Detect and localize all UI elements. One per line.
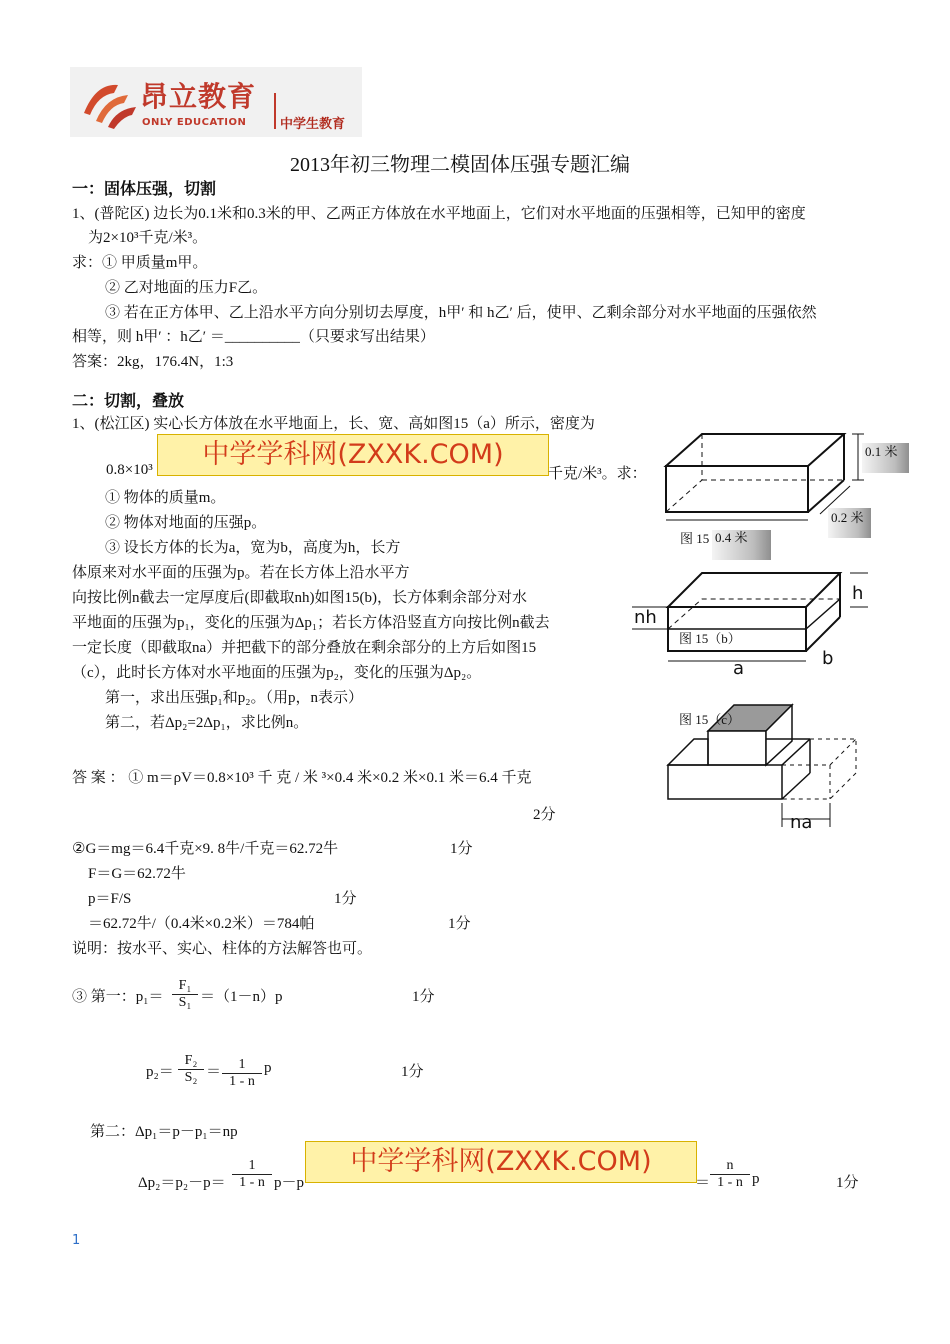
dp2-equals: ＝ (695, 1175, 711, 1191)
s2-sub3-line4: 平地面的压强为p₁，变化的压强为Δp₁；若长方体沿竖直方向按比例n截去 (72, 615, 550, 631)
fig15a-caption: 图 15 (680, 531, 710, 546)
s2-part-a: 第一，求出压强p₁和p₂。（用p，n表示） (105, 690, 363, 706)
s2-sub3-line1: ③ 设长方体的长为a，宽为b，高度为h，长方 (105, 540, 401, 556)
s1-ask3-line1: ③ 若在正方体甲、乙上沿水平方向分别切去厚度，h甲′ 和 h乙′ 后，使甲、乙剩余部分对水平地面的压强依然 (105, 305, 817, 321)
p1-numerator: F₁ (178, 978, 192, 993)
page-title: 2013年初三物理二模固体压强专题汇编 (290, 154, 630, 176)
dp2-fraction-2 (710, 1158, 750, 1191)
p2-fraction-1 (178, 1053, 204, 1086)
fig15b-nh-label: nh (634, 607, 657, 628)
s2-question-line2b: 千克/米³。求： (548, 466, 647, 482)
logo-brand: 昂立教育 (140, 80, 257, 113)
dp2-mid: p－p (274, 1175, 305, 1191)
answer-line2-score: 1分 (450, 841, 473, 857)
p2-denominator-2: 1 - n (222, 1073, 262, 1090)
p1-prefix: ③ 第一：p₁＝ (72, 989, 164, 1005)
s1-question-line2: 为2×10³千克/米³。 (88, 230, 208, 246)
section2-heading: 二：切割，叠放 (72, 391, 185, 410)
p1-score: 1分 (412, 989, 435, 1005)
dp2-numerator: 1 (248, 1158, 256, 1173)
s2-part-b: 第二，若Δp₂=2Δp₁，求比例n。 (105, 715, 309, 731)
fig15a-width-label: 0.2 米 (828, 508, 871, 538)
answer-line4-score: 1分 (334, 891, 357, 907)
s1-ask2: ② 乙对地面的压力F乙。 (105, 280, 268, 296)
p2-numerator: F₂ (184, 1053, 198, 1068)
watermark-banner-2: 中学学科网(ZXXK.COM) (305, 1141, 697, 1183)
logo-right-text: 中学生教育 (280, 117, 346, 132)
fig15b-a-label: a (733, 658, 745, 679)
s1-ask3-line2: 相等，则 h甲′ ：h乙′ ＝__________（只要求写出结果） (72, 329, 435, 345)
s1-answer: 答案：2kg，176.4N，1:3 (72, 354, 234, 370)
logo-mark-icon (76, 73, 140, 133)
answer-line2: ②G＝mg＝6.4千克×9. 8牛/千克＝62.72牛 (72, 841, 339, 857)
p2-prefix: p₂＝ (146, 1064, 174, 1080)
p2-score: 1分 (401, 1064, 424, 1080)
answer-note: 说明：按水平、实心、柱体的方法解答也可。 (72, 941, 373, 957)
p2-equals: ＝ (206, 1064, 222, 1080)
p2-denominator: S₂ (178, 1069, 204, 1086)
p2-fraction-2 (222, 1057, 262, 1090)
answer-line4: p＝F/S (88, 891, 132, 907)
s2-sub3-line3: 向按比例n截去一定厚度后(即截取nh)如图15(b)，长方体剩余部分对水 (72, 590, 527, 606)
p2-numerator-2: 1 (238, 1057, 246, 1072)
dp2-denominator-2: 1 - n (710, 1174, 750, 1191)
fig15b-caption: 图 15（b） (679, 631, 741, 646)
page-number: 1 (72, 1233, 81, 1248)
section1-heading: 一：固体压强，切割 (72, 179, 217, 198)
dp2-numerator-2: n (726, 1158, 734, 1173)
logo (70, 67, 362, 137)
logo-subtitle: ONLY EDUCATION (142, 117, 247, 128)
dp2-suffix: p (752, 1171, 760, 1187)
fig15a-length-label: 0.4 米 (712, 530, 771, 560)
s2-question-line2a: 0.8×10³ (106, 462, 153, 478)
s2-sub2: ② 物体对地面的压强p。 (105, 515, 267, 531)
figure-15c (660, 685, 880, 835)
p1-denominator: S₁ (172, 994, 198, 1011)
answer-line1: 答 案 ： ① m＝ρV＝0.8×10³ 千 克 / 米 ³×0.4 米×0.2 米×0.1 米＝6.4 千克 (72, 770, 532, 786)
dp2-score: 1分 (836, 1175, 859, 1191)
p1-suffix: ＝（1－n）p (200, 989, 283, 1005)
answer-line3: F＝G＝62.72牛 (88, 866, 186, 882)
s2-sub3-line2: 体原来对水平面的压强为p。若在长方体上沿水平方 (72, 565, 410, 581)
answer-line5: ＝62.72牛/（0.4米×0.2米）＝784帕 (88, 916, 315, 932)
answer-score1: 2分 (533, 807, 556, 823)
fig15c-caption: 图 15（c） (679, 712, 741, 727)
fig15c-na-label: na (790, 812, 813, 833)
s2-sub1: ① 物体的质量m。 (105, 490, 226, 506)
fig15b-h-label: h (852, 583, 864, 604)
watermark-banner: 中学学科网(ZXXK.COM) (157, 434, 549, 476)
p2-suffix: p (264, 1060, 272, 1076)
s2-sub3-line6: （c），此时长方体对水平地面的压强为p₂，变化的压强为Δp₂。 (72, 665, 482, 681)
s1-question-line1: 1、(普陀区) 边长为0.1米和0.3米的甲、乙两正方体放在水平地面上，它们对水平地面的压强相等，已知甲的密度 (72, 206, 806, 222)
answer-line5-score: 1分 (448, 916, 471, 932)
fig15a-height-label: 0.1 米 (862, 443, 909, 473)
s1-ask1: 求：① 甲质量m甲。 (72, 255, 208, 271)
logo-divider (274, 93, 276, 129)
fig15b-b-label: b (822, 648, 834, 669)
p1-fraction (172, 978, 198, 1011)
dp2-denominator: 1 - n (232, 1174, 272, 1191)
figure-15b (628, 565, 878, 685)
dp2-fraction-1 (232, 1158, 272, 1191)
s2-sub3-line5: 一定长度（即截取na）并把截下的部分叠放在剩余部分的上方后如图15 (72, 640, 537, 656)
dp2-prefix: Δp₂＝p₂－p＝ (138, 1175, 226, 1191)
s2-question-line1: 1、(松江区) 实心长方体放在水平地面上，长、宽、高如图15（a）所示，密度为 (72, 416, 595, 432)
second-part-line: 第二：Δp₁＝p－p₁＝np (90, 1124, 238, 1140)
